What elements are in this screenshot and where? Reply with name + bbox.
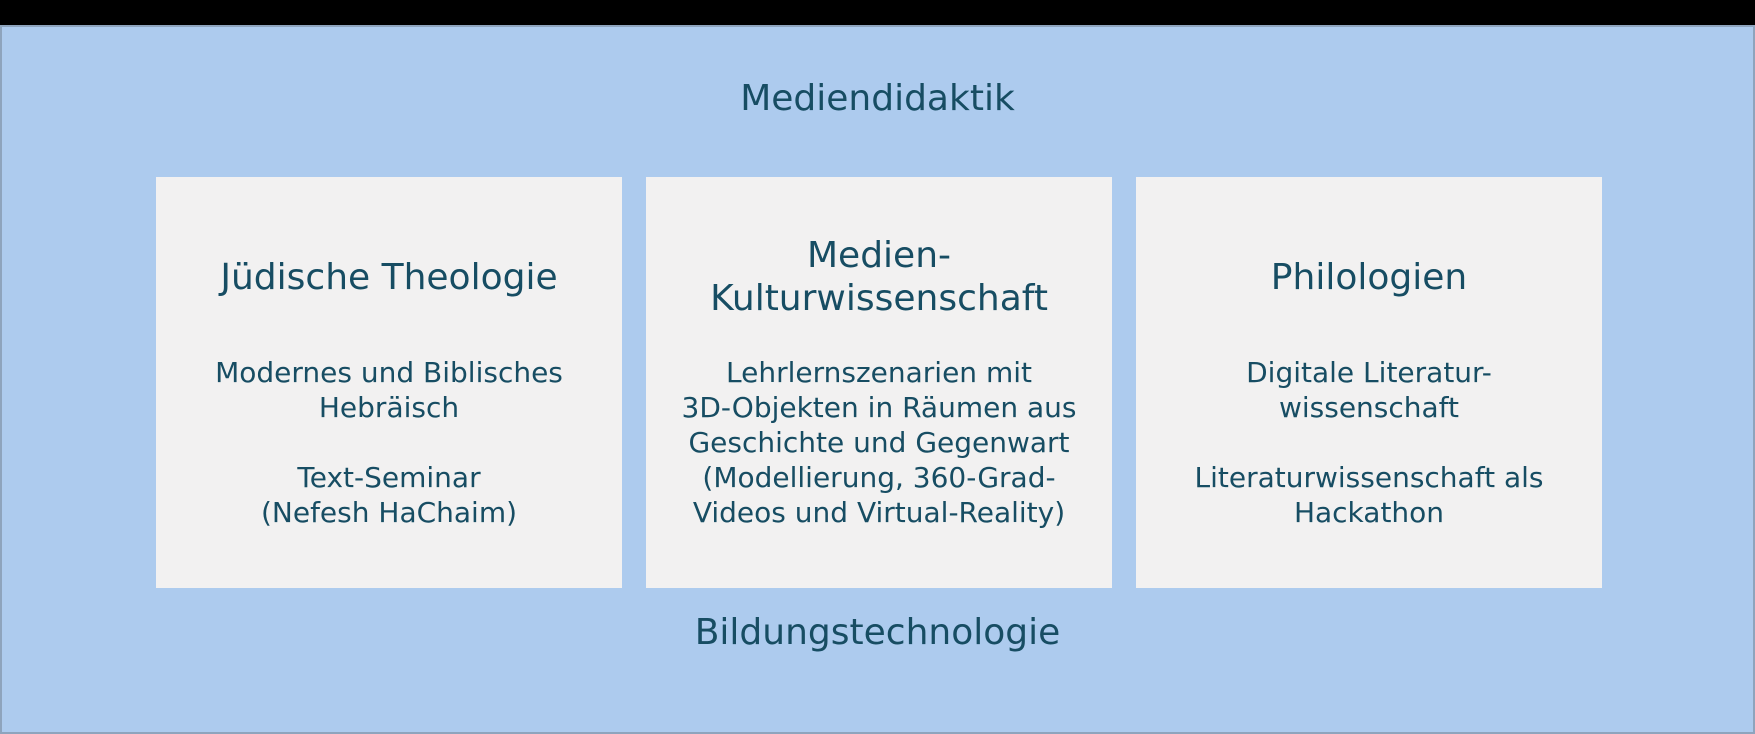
card-body bbox=[170, 355, 608, 530]
card-paragraph: Text-Seminar (Nefesh HaChaim) bbox=[260, 461, 518, 529]
card-body bbox=[660, 355, 1098, 530]
diagram-panel bbox=[0, 25, 1755, 734]
top-axis-label: Mediendidaktik bbox=[740, 78, 1015, 119]
card-title: Philologien bbox=[1270, 256, 1468, 298]
subject-card bbox=[646, 177, 1112, 588]
subject-card bbox=[1136, 177, 1602, 588]
card-paragraph: Literaturwissenschaft als Hackathon bbox=[1194, 461, 1544, 529]
card-paragraph: Lehrlernszenarien mit 3D-Objekten in Räumen aus Geschichte und Gegenwart (Modellierung, 360-Grad- Videos und Virtual-Reality) bbox=[681, 356, 1077, 529]
card-body bbox=[1150, 355, 1588, 530]
card-paragraph: Digitale Literatur- wissenschaft bbox=[1246, 356, 1492, 424]
card-title: Jüdische Theologie bbox=[220, 256, 558, 298]
cards-row bbox=[156, 177, 1602, 588]
bottom-axis-label: Bildungstechnologie bbox=[694, 612, 1061, 653]
card-title: Medien- Kulturwissenschaft bbox=[710, 235, 1048, 319]
card-paragraph: Modernes und Biblisches Hebräisch bbox=[215, 356, 563, 424]
subject-card bbox=[156, 177, 622, 588]
